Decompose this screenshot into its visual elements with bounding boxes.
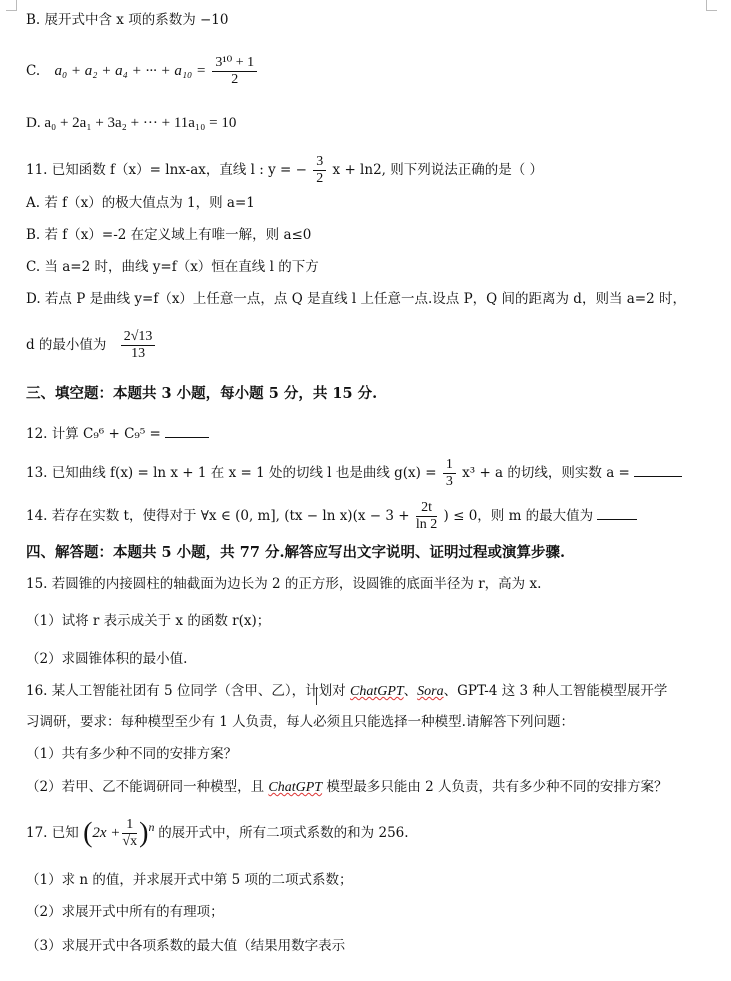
q11-stem-part-a: 11. 已知函数 f（x）= lnx-ax，直线 l : y = − <box>26 162 307 178</box>
q16-sora: Sora <box>417 684 444 699</box>
q16-chatgpt: ChatGPT <box>349 684 404 699</box>
q11-option-d-continued <box>26 330 157 361</box>
q13-text-b: x³ + a 的切线，则实数 a = <box>462 465 630 481</box>
q16-part-2-chatgpt: ChatGPT <box>268 780 323 795</box>
text-cursor-icon <box>316 687 323 705</box>
q13-fraction <box>443 458 456 489</box>
q13-text-a: 13. 已知曲线 f(x) = ln x + 1 在 x = 1 处的切线 l 也是曲线 g(x) = <box>26 465 437 481</box>
q14-answer-blank[interactable] <box>597 507 637 520</box>
q16-sep-1: 、 <box>403 683 418 699</box>
q12 <box>26 425 209 442</box>
q10-option-d: D. a₀ + 2a₁ + 3a₂ + ··· + 11a₁₀ = 10 <box>26 115 237 131</box>
q17-stem-part-a: 17. 已知 <box>26 824 79 841</box>
q10-option-c-denominator: 2 <box>231 72 239 87</box>
q12-text: 12. 计算 C₉⁶ + C₉⁵ = <box>26 426 161 442</box>
page-corner-mark-left <box>6 0 17 11</box>
q15-part-1: （1）试将 r 表示成关于 x 的函数 r(x)； <box>26 613 271 629</box>
q16-sep-2: 、GPT-4 这 3 种人工智能模型展开学 <box>443 683 668 699</box>
section-4-heading: 四、解答题：本题共 5 小题，共 77 分.解答应写出文字说明、证明过程或演算步骤. <box>26 544 566 561</box>
q16-part-1: （1）共有多少种不同的安排方案？ <box>26 746 238 762</box>
q14-frac-den: ln 2 <box>415 517 438 532</box>
q16-part-2-b: 模型最多只能由 2 人负责，共有多少种不同的安排方案？ <box>322 779 668 795</box>
q17-stem <box>26 818 409 849</box>
page-corner-mark-right <box>706 0 717 11</box>
q16-stem-part-a: 16. 某人工智能社团有 5 位同学（含甲、乙），计划对 <box>26 683 350 699</box>
q16-stem-line-1 <box>26 685 667 699</box>
q14-text-a: 14. 若存在实数 t，使得对于 ∀x ∈ (0, m], (tx − ln x)(x − 3 + <box>26 508 410 524</box>
q17-binomial-a: 2x + <box>92 824 121 841</box>
q11-stem-part-b: x + ln2, 则下列说法正确的是（ ） <box>332 162 544 178</box>
q14-frac-num: 2t <box>416 501 437 517</box>
q17-binomial-fraction <box>122 818 137 849</box>
q11-option-d-denominator: 13 <box>131 346 146 361</box>
q13-frac-num: 1 <box>443 458 456 474</box>
q11-option-d-fraction <box>121 330 156 361</box>
q17-binomial-den: √x <box>122 834 138 849</box>
q17-exponent: n <box>148 819 155 834</box>
q12-answer-blank[interactable] <box>165 425 209 438</box>
q11-option-d-numerator: 2√13 <box>121 330 156 346</box>
q17-binomial <box>83 817 158 849</box>
q10-option-c-expr: a₀ + a₂ + a₄ + ··· + a₁₀ = <box>54 63 207 79</box>
q14-text-b: ) ≤ 0，则 m 的最大值为 <box>443 508 594 524</box>
q11-option-c: C. 当 a=2 时，曲线 y=f（x）恒在直线 l 的下方 <box>26 259 319 275</box>
q11-stem-frac-num: 3 <box>313 155 326 171</box>
q16-part-2-a: （2）若甲、乙不能调研同一种模型，且 <box>26 779 269 795</box>
q17-right-paren: ) <box>139 817 149 849</box>
scroll-fade-overlay <box>350 936 390 958</box>
q11-option-d: D. 若点 P 是曲线 y=f（x）上任意一点，点 Q 是直线 l 上任意一点.设点 P，Q 间的距离为 d，则当 a=2 时， <box>26 291 686 307</box>
q17-part-3: （3）求展开式中各项系数的最大值（结果用数字表示 <box>26 938 346 954</box>
q15-stem: 15. 若圆锥的内接圆柱的轴截面为边长为 2 的正方形，设圆锥的底面半径为 r，高为 x. <box>26 576 542 592</box>
q15-part-2: （2）求圆锥体积的最小值. <box>26 651 188 667</box>
q17-stem-part-b: 的展开式中，所有二项式系数的和为 256. <box>158 824 409 841</box>
q10-option-c <box>26 56 259 87</box>
q16-part-2 <box>26 781 668 795</box>
q14 <box>26 501 637 532</box>
q10-option-c-fraction <box>212 56 257 87</box>
q17-binomial-num: 1 <box>122 818 137 834</box>
q16-stem-line-2: 习调研，要求：每种模型至少有 1 人负责，每人必须且只能选择一种模型.请解答下列问题： <box>26 714 574 730</box>
q11-stem <box>26 155 543 186</box>
q13-answer-blank[interactable] <box>634 464 682 477</box>
q13-frac-den: 3 <box>445 474 453 489</box>
q17-part-2: （2）求展开式中所有的有理项； <box>26 904 224 920</box>
q11-option-d-tail: d 的最小值为 <box>26 337 107 353</box>
q11-option-a: A. 若 f（x）的极大值点为 1，则 a=1 <box>26 195 255 211</box>
q11-stem-fraction <box>313 155 326 186</box>
q10-option-c-numerator: 3¹⁰ + 1 <box>212 56 257 72</box>
q10-option-b: B. 展开式中含 x 项的系数为 −10 <box>26 12 229 28</box>
q10-option-c-label: C. <box>26 63 41 79</box>
q17-left-paren: ( <box>83 817 93 849</box>
q11-option-b: B. 若 f（x）=-2 在定义域上有唯一解，则 a≤0 <box>26 227 312 243</box>
q13 <box>26 458 682 489</box>
q17-part-1: （1）求 n 的值，并求展开式中第 5 项的二项式系数； <box>26 872 353 888</box>
section-3-heading: 三、填空题：本题共 3 小题，每小题 5 分，共 15 分. <box>26 385 378 402</box>
q11-stem-frac-den: 2 <box>316 171 324 186</box>
q14-fraction <box>416 501 437 532</box>
